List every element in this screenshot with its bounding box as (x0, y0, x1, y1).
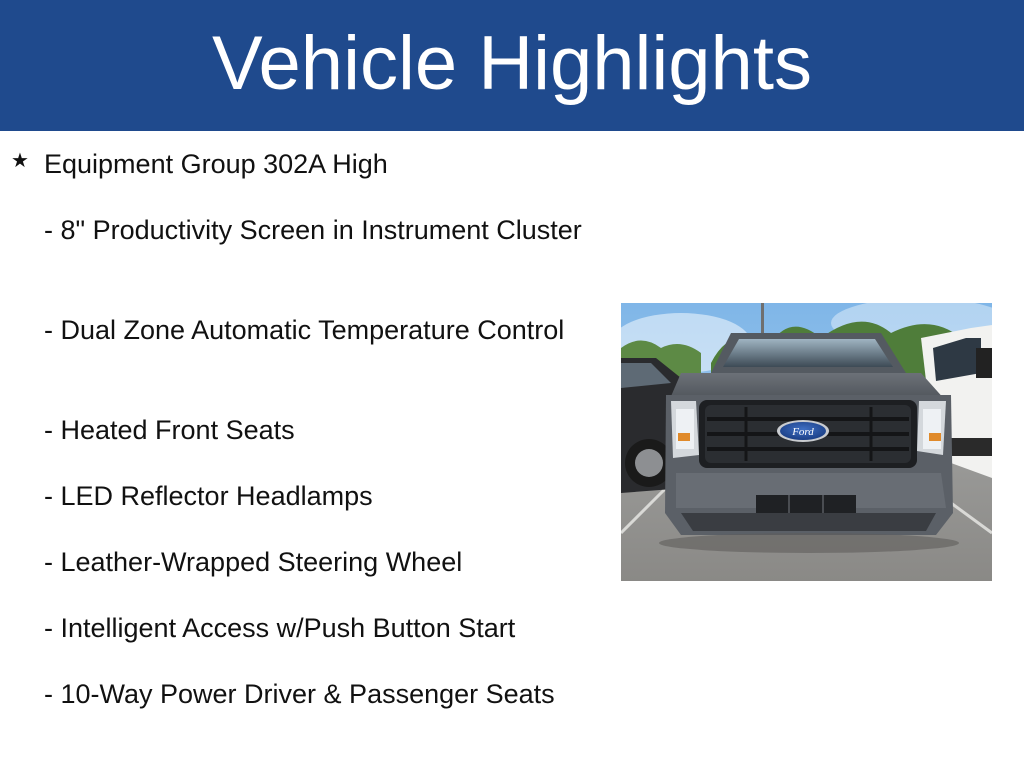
star-icon: ★ (11, 150, 29, 172)
highlight-item-2: - 8" Productivity Screen in Instrument Cluster (44, 215, 582, 245)
highlight-item-7: - Intelligent Access w/Push Button Start (44, 613, 516, 643)
highlight-item-1: Equipment Group 302A High (44, 149, 388, 179)
highlight-item-4: - Heated Front Seats (44, 415, 295, 445)
vehicle-photo (621, 303, 992, 581)
header-banner (0, 0, 1024, 131)
highlight-item-8: - 10-Way Power Driver & Passenger Seats (44, 679, 555, 709)
highlight-item-5: - LED Reflector Headlamps (44, 481, 373, 511)
highlight-item-6: - Leather-Wrapped Steering Wheel (44, 547, 463, 577)
ford-badge-text: Ford (792, 426, 814, 438)
highlights-list (0, 131, 600, 768)
highlight-item-3: - Dual Zone Automatic Temperature Control (44, 315, 565, 345)
page-title: Vehicle Highlights (212, 21, 812, 106)
